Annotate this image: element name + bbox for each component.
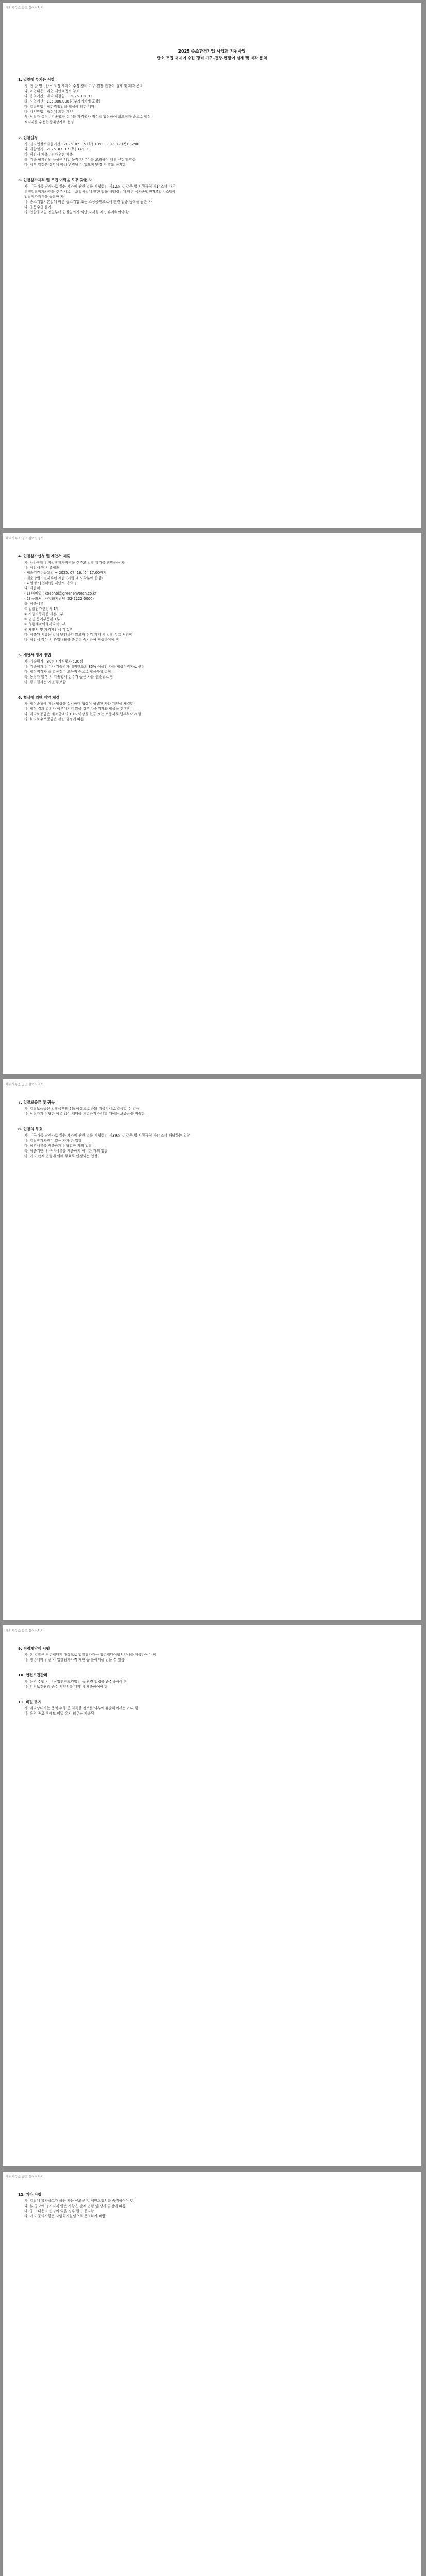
section-5-title: 5. 제안서 평가 방법 [18, 653, 51, 657]
section-1-item: 가. 입 찰 명 : 탄소 포집 재이어 수집 장비 기구-전장-현장이 설계 및 제작 용역 [24, 84, 143, 88]
section-4-item: - 2) 문의처 : 사업화지원팀 (02-2222-0000) [24, 597, 94, 601]
section-6-item: 가. 협상순위에 따라 협상을 실시하며 협상이 성립된 자와 계약을 체결함 [24, 702, 134, 706]
section-3-item: 가. 「국가를 당사자로 하는 계약에 관한 법률 시행령」 제12조 및 같은 법 시행규칙 제14조에 따른 [24, 184, 176, 189]
section-2-item: 가. 전자입찰서제출기간 : 2025. 07. 15.(화) 10:00 ~ 07. 17.(목) 12:00 [24, 142, 140, 146]
section-7-item: 가. 입찰보증금은 입찰금액의 5% 이상으로 하되 지급각서로 갈음할 수 있음 [24, 1107, 139, 1111]
section-1-item: 적격자를 우선협상대상자로 선정 [24, 120, 74, 124]
section-1-title: 1. 입찰에 부치는 사항 [18, 77, 55, 82]
section-9-title: 9. 청렴계약제 시행 [18, 1646, 50, 1651]
document-page-3 [3, 1079, 421, 1620]
section-8-item: 마. 기타 관계 법령에 의해 무효로 인정되는 입찰 [24, 1154, 98, 1158]
section-12-title: 12. 기타 사항 [18, 2192, 42, 2197]
section-11-title: 11. 비밀 유지 [18, 1700, 42, 1704]
section-4-item: 가. 나라장터 전자입찰참가자격을 갖추고 입찰 참가를 희망하는 자 [24, 561, 125, 565]
section-1-item: 다. 용역기간 : 계약 체결일 ~ 2025. 08. 31. [24, 94, 94, 98]
doc-subtitle: 탄소 포집 재이어 수집 장비 기구-전장-현장이 설계 및 제작 용역 [157, 56, 267, 60]
section-4-item: ④ 청렴계약이행서약서 1부 [24, 622, 66, 626]
section-4-item: 바. 제안서 작성 시 과업내용을 충분히 숙지하여 작성하여야 함 [24, 638, 119, 642]
section-3-item: 경쟁입찰참가자격을 갖춘 자로 「조달사업에 관한 법률 시행령」에 따른 국가종합전자조달시스템에 [24, 190, 176, 194]
section-6-item: 다. 계약보증금은 계약금액의 10% 이상을 현금 또는 보증서로 납부하여야 함 [24, 712, 142, 716]
doc-title: 2025 중소환경기업 사업화 지원사업 [178, 49, 246, 54]
section-7-title: 7. 입찰보증금 및 귀속 [18, 1100, 55, 1105]
document-page-4 [3, 1625, 421, 2166]
section-1-item: 사. 낙찰자 결정 : 기술평가 점수와 가격평가 점수를 합산하여 최고점자 순으로 협상 [24, 115, 151, 119]
section-8-title: 8. 입찰의 무효 [18, 1127, 43, 1131]
section-1-item: 바. 계약방법 : 협상에 의한 계약 [24, 110, 73, 114]
section-1-item: 라. 사업예산 : 135,000,000원(부가가치세 포함) [24, 99, 100, 104]
section-5-item: 가. 기술평가 : 80점 / 가격평가 : 20점 [24, 659, 83, 664]
document-page-5 [3, 2172, 421, 2576]
page-header: 해외사무소 공고 참여신청서 [6, 6, 44, 10]
section-6-item: 나. 협상 결과 합의가 이루어지지 않을 경우 차순위자와 협상을 진행함 [24, 707, 130, 711]
section-2-item: 다. 제안서 제출 : 전자우편 제출 [24, 152, 73, 157]
section-4-item: 다. 제출처 [24, 586, 40, 590]
section-2-item: 나. 개찰일시 : 2025. 07. 17.(목) 14:00 [24, 147, 88, 151]
section-3-item: 라. 입찰공고일 전일부터 입찰일까지 해당 자격을 계속 유지하여야 함 [24, 210, 129, 214]
page-header: 해외사무소 공고 참여신청서 [6, 537, 44, 540]
section-4-item: - 파일명 : [업체명]_제안서_용역명 [24, 581, 77, 585]
section-2-title: 2. 입찰일정 [18, 135, 38, 140]
section-11-item: 나. 용역 종료 후에도 비밀 유지 의무는 지속됨 [24, 1711, 94, 1716]
section-4-item: ① 입찰참가신청서 1부 [24, 607, 59, 611]
section-4-title: 4. 입찰참가신청 및 제안서 제출 [18, 554, 71, 558]
section-10-item: 나. 안전보건관리 준수 서약서를 계약 시 제출하여야 함 [24, 1685, 108, 1689]
section-1-item: 나. 과업내용 : 과업 제안요청서 참조 [24, 89, 80, 93]
section-5-item: 라. 동점자 발생 시 기술평가 점수가 높은 자를 선순위로 함 [24, 675, 113, 679]
section-6-title: 6. 협상에 의한 계약 체결 [18, 695, 60, 700]
section-5-item: 나. 기술평가 점수가 기술평가 배점한도의 85% 이상인 자를 협상적격자로 선정 [24, 665, 145, 669]
section-5-item: 다. 협상적격자 중 합산점수 고득점 순으로 협상순위 결정 [24, 670, 111, 674]
section-8-item: 라. 제출기한 내 구비서류를 제출하지 아니한 자의 입찰 [24, 1149, 108, 1153]
section-2-item: 마. 세부 일정은 상황에 따라 변경될 수 있으며 변경 시 별도 공지함 [24, 163, 126, 167]
section-10-item: 가. 용역 수행 시 「산업안전보건법」 등 관련 법령을 준수하여야 함 [24, 1680, 127, 1684]
page-header: 해외사무소 공고 참여신청서 [6, 2175, 44, 2179]
section-4-item: ② 사업자등록증 사본 1부 [24, 612, 63, 616]
section-4-item: - 1) 이메일 : kbeonbi@greenenvtech.co.kr [24, 591, 96, 596]
section-12-item: 다. 공고 내용의 변경이 있을 경우 별도 공지함 [24, 2209, 94, 2213]
section-9-item: 가. 본 입찰은 청렴계약제 대상으로 입찰참가자는 청렴계약이행서약서를 제출하여야 함 [24, 1653, 156, 1657]
document-page-1 [3, 3, 421, 528]
document-page-2 [3, 533, 421, 1074]
section-8-item: 가. 「국가를 당사자로 하는 계약에 관한 법률 시행령」 제39조 및 같은 법 시행규칙 제44조에 해당하는 입찰 [24, 1133, 190, 1138]
section-4-item: 마. 제출된 서류는 일체 반환하지 않으며 허위 기재 시 입찰 무효 처리함 [24, 633, 133, 637]
section-12-item: 가. 입찰에 참가하고자 하는 자는 공고문 및 제안요청서를 숙지하여야 함 [24, 2199, 134, 2203]
section-3-item: 다. 공동수급 불가 [24, 205, 52, 209]
section-1-item: 마. 입찰방법 : 제한경쟁입찰(협상에 의한 계약) [24, 105, 96, 109]
page-header: 해외사무소 공고 참여신청서 [6, 1629, 44, 1633]
section-11-item: 가. 계약상대자는 용역 수행 중 취득한 정보를 외부에 유출하여서는 아니 됨 [24, 1706, 138, 1710]
section-4-item: - 제출기간 : 공고일 ~ 2025. 07. 16.(수) 17:00까지 [24, 571, 107, 575]
section-4-item: 나. 제안서 및 서류제출 [24, 566, 59, 570]
section-6-item: 라. 하자보수보증금은 관련 규정에 따름 [24, 717, 84, 721]
section-3-item: 나. 중소기업기본법에 따른 중소기업 또는 소상공인으로서 관련 업종 등록을 필한 자 [24, 200, 152, 204]
section-8-item: 나. 입찰참가자격이 없는 자가 한 입찰 [24, 1139, 82, 1143]
section-2-item: 라. 기술 평가위원 구성은 사업 목적 및 분야를 고려하여 내부 규정에 따름 [24, 158, 136, 162]
section-5-item: 마. 평가결과는 개별 통보함 [24, 680, 66, 684]
section-9-item: 나. 청렴계약 위반 시 입찰참가자격 제한 등 불이익을 받을 수 있음 [24, 1658, 125, 1662]
section-4-item: ③ 법인 등기부등본 1부 [24, 617, 60, 621]
section-8-item: 다. 허위서류를 제출하거나 담합한 자의 입찰 [24, 1144, 92, 1148]
section-3-item: 입찰참가자격을 등록한 자 [24, 195, 64, 199]
section-4-item: 라. 제출서류 [24, 602, 44, 606]
section-7-item: 나. 낙찰자가 정당한 이유 없이 계약을 체결하지 아니할 때에는 보증금을 귀속함 [24, 1112, 145, 1116]
section-3-title: 3. 입찰참가자격 및 조건 이력을 모두 갖춘 자 [18, 178, 92, 182]
section-12-item: 라. 기타 문의사항은 사업화지원팀으로 문의하기 바람 [24, 2214, 106, 2218]
section-4-item: ⑤ 제안서 및 가격제안서 각 1부 [24, 628, 73, 632]
section-10-title: 10. 안전보건관리 [18, 1673, 47, 1677]
section-12-item: 나. 본 공고에 명시되지 않은 사항은 관계 법령 및 당사 규정에 따름 [24, 2204, 126, 2208]
page-header: 해외사무소 공고 참여신청서 [6, 1083, 44, 1087]
section-4-item: - 제출방법 : 전자우편 제출 (기한 내 도착분에 한함) [24, 576, 103, 580]
